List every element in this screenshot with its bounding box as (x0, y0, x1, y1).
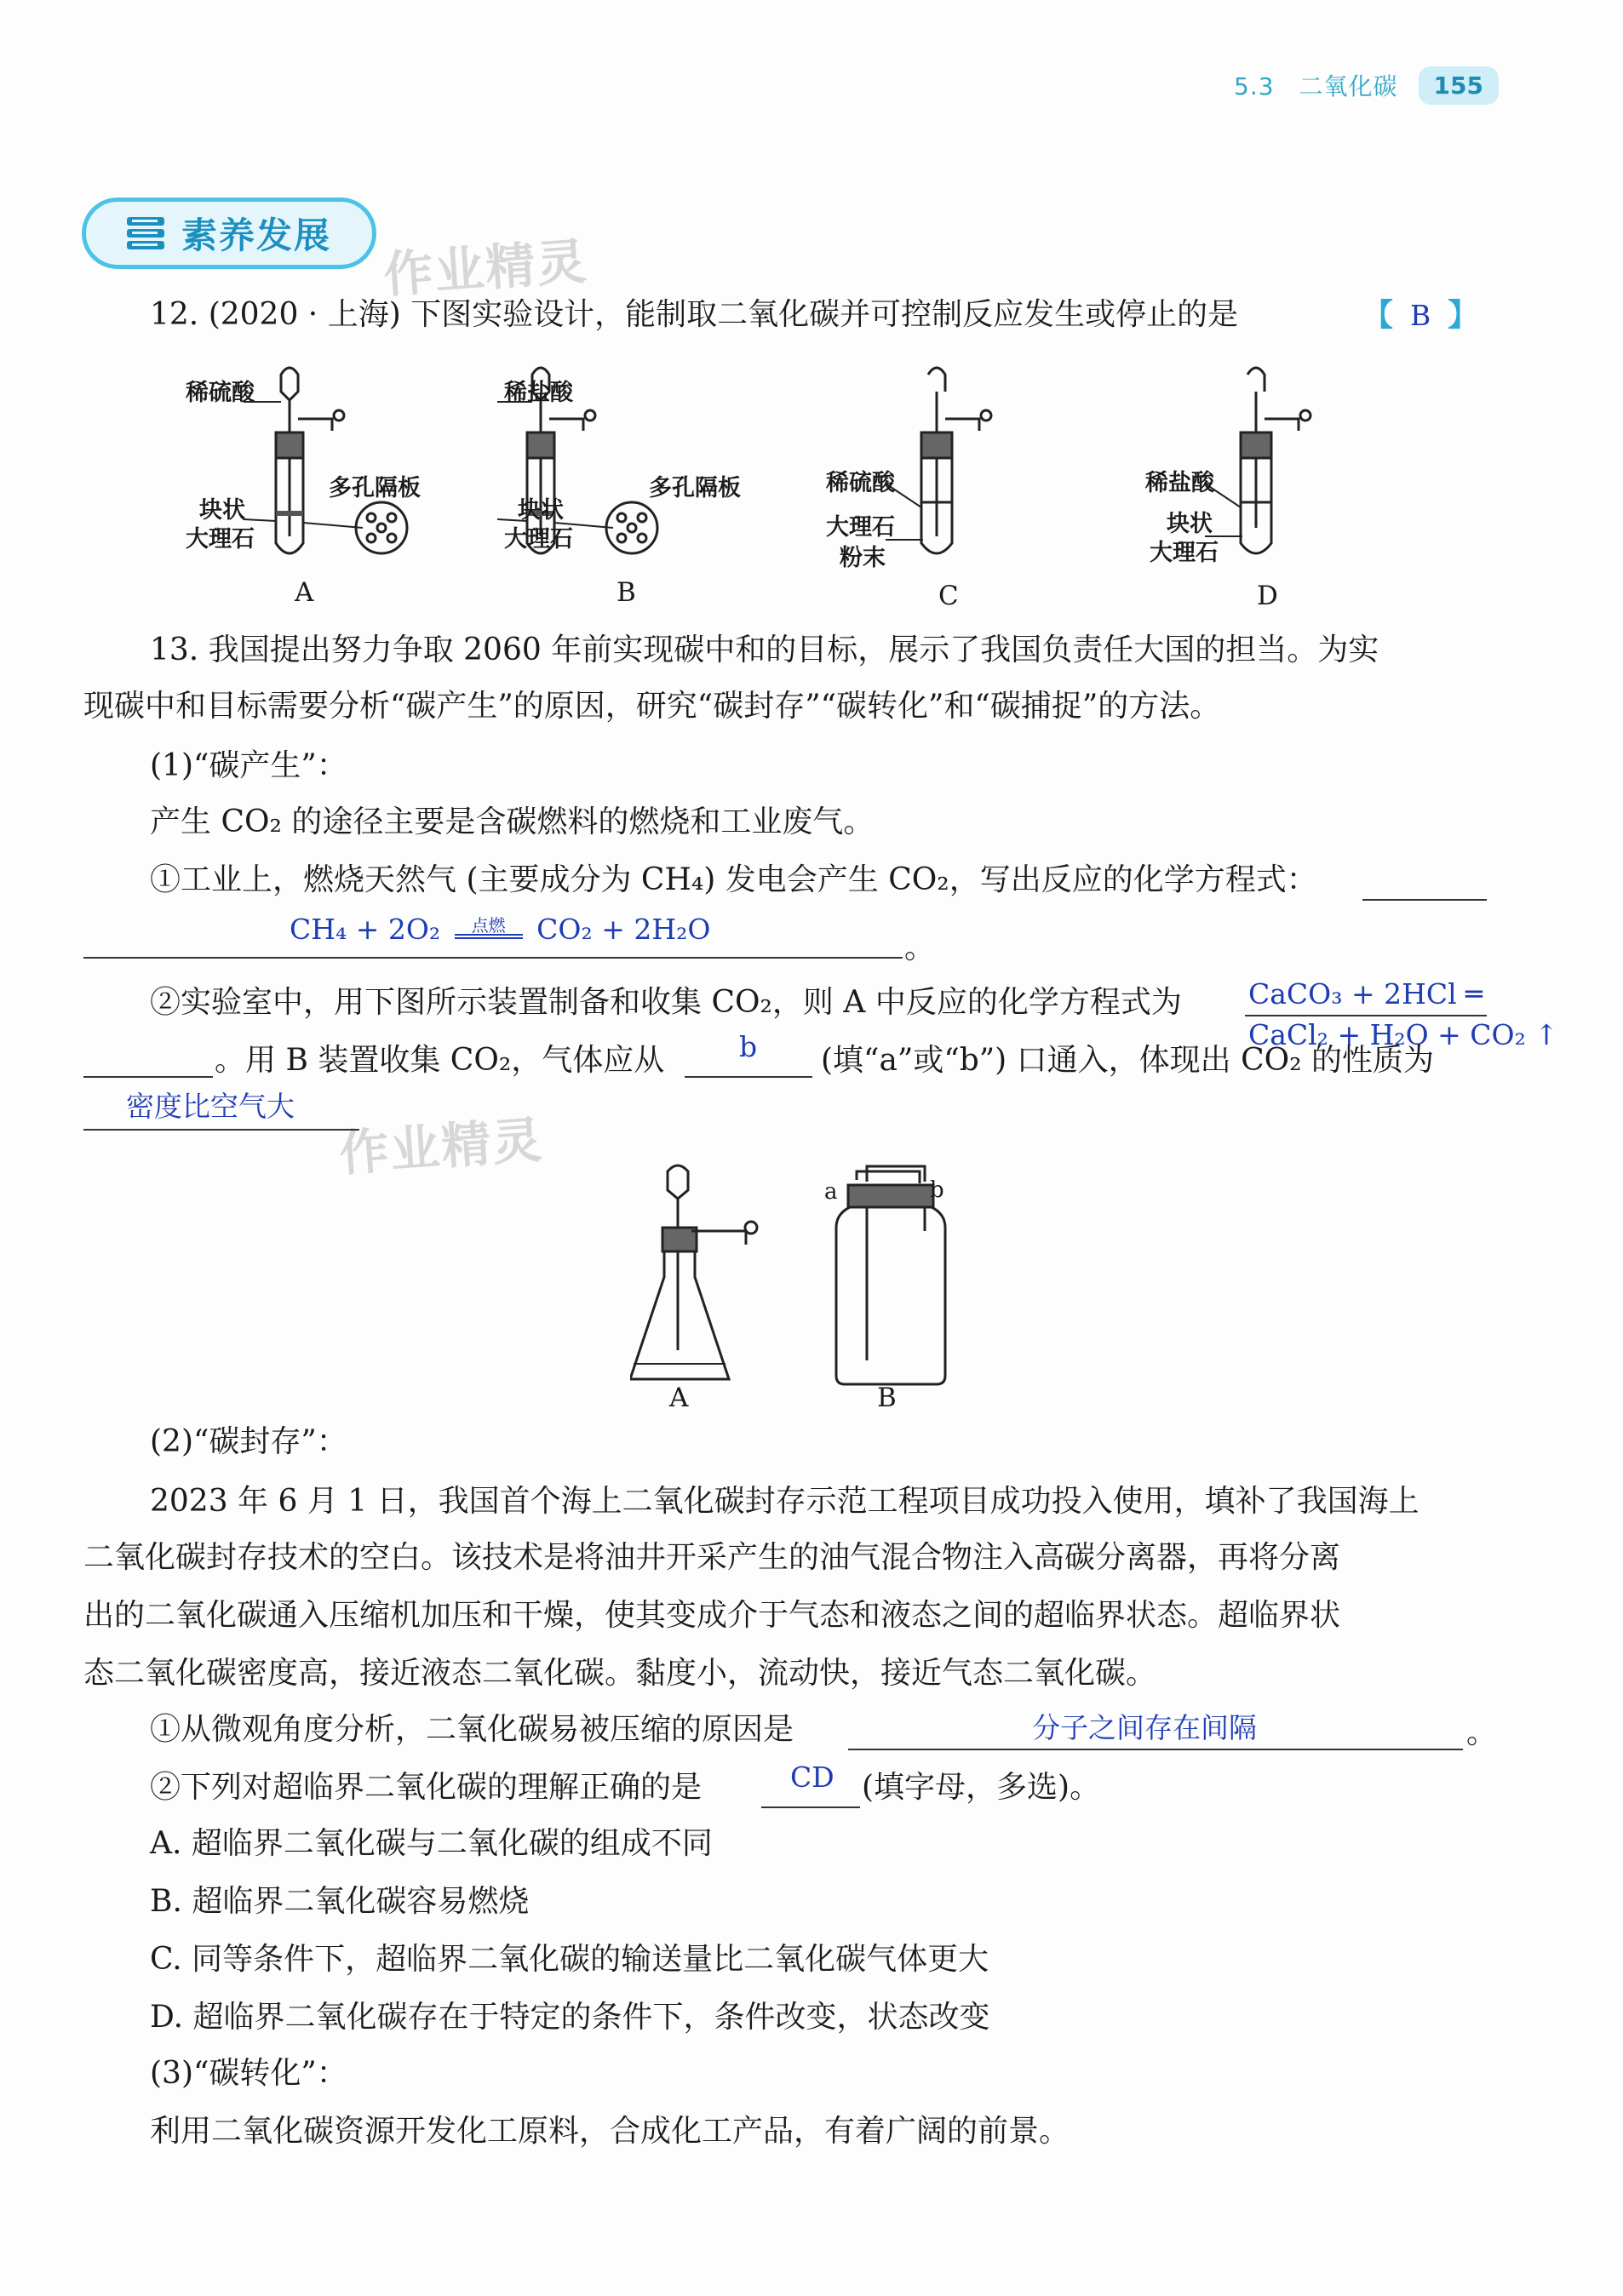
figure-a (244, 368, 407, 553)
apparatus-b-label: B (877, 1383, 897, 1410)
caption-b: B (617, 577, 636, 608)
label-c-solid-1: 大理石 (826, 514, 895, 541)
q13-p1-q2-a: ②实验室中，用下图所示装置制备和收集 CO₂，则 A 中反应的化学方程式为 (150, 985, 1182, 1020)
caption-c: C (938, 581, 959, 611)
answer-blank (83, 957, 903, 959)
option-d: D. 超临界二氧化碳存在于特定的条件下，条件改变，状态改变 (150, 2000, 990, 2035)
label-c-acid: 稀硫酸 (826, 470, 895, 496)
p1-q2-property-answer: 密度比空气大 (126, 1090, 295, 1123)
q13-part2-title: (2)“碳封存”： (150, 1424, 347, 1459)
section-banner (82, 198, 376, 269)
label-d-solid-2: 大理石 (1150, 540, 1219, 566)
q13-p2-q2-a: ②下列对超临界二氧化碳的理解正确的是 (150, 1770, 703, 1805)
books-icon (123, 214, 168, 253)
q13-p1-q1: ①工业上，燃烧天然气 (主要成分为 CH₄) 发电会产生 CO₂，写出反应的化学方程式： (150, 862, 1317, 897)
label-d-acid: 稀盐酸 (1145, 470, 1214, 496)
label-a-solid-1: 块状 (199, 497, 245, 524)
answer-blank (83, 1076, 213, 1078)
condition-label: 点燃 (471, 915, 506, 936)
option-c: C. 同等条件下，超临界二氧化碳的输送量比二氧化碳气体更大 (150, 1942, 989, 1977)
p1-q2-answer-1: CaCO₃ + 2HCl ═ (1248, 977, 1483, 1011)
p2-q1-answer: 分子之间存在间隔 (1032, 1711, 1257, 1744)
watermark: 作业精灵 (337, 1110, 546, 1183)
label-a-acid: 稀硫酸 (186, 380, 255, 406)
label-b-acid: 稀盐酸 (504, 380, 573, 406)
apparatus-a-label: A (669, 1383, 689, 1410)
p1-q2-port-answer: b (739, 1030, 758, 1063)
caption-a: A (295, 577, 314, 608)
banner-title: 素养发展 (181, 215, 332, 256)
label-b-plate: 多孔隔板 (649, 475, 741, 501)
q13-p2-q2-b: (填字母，多选)。 (862, 1770, 1101, 1805)
q13-part3-title: (3)“碳转化”： (150, 2056, 347, 2091)
page-header (1192, 61, 1499, 109)
q12-figures (162, 358, 1490, 613)
q13-part2-p3: 出的二氧化碳通入压缩机加压和干燥，使其变成介于气态和液态之间的超临界状态。超临界状 (83, 1598, 1341, 1633)
answer-blank (1362, 899, 1487, 901)
page-number: 155 (1419, 66, 1499, 105)
q13-intro-2: 现碳中和目标需要分析“碳产生”的原因，研究“碳封存”“碳转化”和“碳捕捉”的方法。 (83, 689, 1221, 724)
q13-part2-p1: 2023 年 6 月 1 日，我国首个海上二氧化碳封存示范工程项目成功投入使用，填补了我国海上 (150, 1484, 1419, 1519)
answer-blank (761, 1806, 860, 1808)
q13-part2-p4: 态二氧化碳密度高，接近液态二氧化碳。黏度小，流动快，接近气态二氧化碳。 (83, 1656, 1157, 1691)
q13-part2-p2: 二氧化碳封存技术的空白。该技术是将油井开采产生的油气混合物注入高碳分离器，再将分离 (83, 1540, 1341, 1575)
q12-answer: B (1410, 299, 1431, 332)
port-b-label: b (930, 1177, 944, 1203)
label-b-solid-2: 大理石 (504, 526, 573, 553)
label-b-solid-1: 块状 (518, 497, 564, 524)
q13-p1-q2-b1: 。用 B 装置收集 CO₂，气体应从 (215, 1043, 665, 1078)
figure-d (1205, 368, 1310, 553)
q13-apparatus (630, 1163, 988, 1410)
figure-c (886, 368, 991, 553)
q13-part1-title: (1)“碳产生”： (150, 748, 347, 783)
answer-blank (848, 1749, 1463, 1750)
q13-intro-1: 13. 我国提出努力争取 2060 年前实现碳中和的目标，展示了我国负责任大国的担当。为实 (150, 633, 1379, 667)
section-title: 5.3 二氧化碳 (1234, 72, 1398, 100)
answer-blank (1245, 1015, 1487, 1016)
caption-d: D (1257, 581, 1278, 611)
watermark: 作业精灵 (381, 232, 590, 305)
answer-blank (685, 1076, 812, 1078)
p1-q2-answer-2: CaCl₂ + H₂O + CO₂ ↑ (1248, 1018, 1558, 1051)
q12-answer-box: 【 B 】 (1362, 297, 1479, 333)
label-d-solid-1: 块状 (1167, 511, 1213, 537)
label-c-solid-2: 粉末 (840, 545, 886, 571)
option-b: B. 超临界二氧化碳容易燃烧 (150, 1884, 530, 1919)
label-a-solid-2: 大理石 (186, 526, 255, 553)
q13-part3-text: 利用二氧化碳资源开发化工原料，合成化工产品，有着广阔的前景。 (150, 2114, 1070, 2149)
label-a-plate: 多孔隔板 (329, 475, 421, 501)
p1-q1-answer: CH₄ + 2O₂ 点燃 CO₂ + 2H₂O (290, 913, 711, 946)
p2-q2-answer: CD (790, 1761, 834, 1794)
option-a: A. 超临界二氧化碳与二氧化碳的组成不同 (150, 1826, 713, 1861)
port-a-label: a (824, 1179, 838, 1205)
q13-p1-q2-b2: (填“a”或“b”) 口通入，体现出 CO₂ 的性质为 (821, 1043, 1435, 1078)
q12-text: 12. (2020 · 上海) 下图实验设计，能制取二氧化碳并可控制反应发生或停止的是 (150, 297, 1239, 332)
q13-part1-text: 产生 CO₂ 的途径主要是含碳燃料的燃烧和工业废气。 (150, 804, 875, 839)
period: 。 (904, 930, 936, 965)
answer-blank (83, 1129, 359, 1131)
period: 。 (1466, 1715, 1498, 1750)
q13-p2-q1: ①从微观角度分析，二氧化碳易被压缩的原因是 (150, 1712, 794, 1747)
